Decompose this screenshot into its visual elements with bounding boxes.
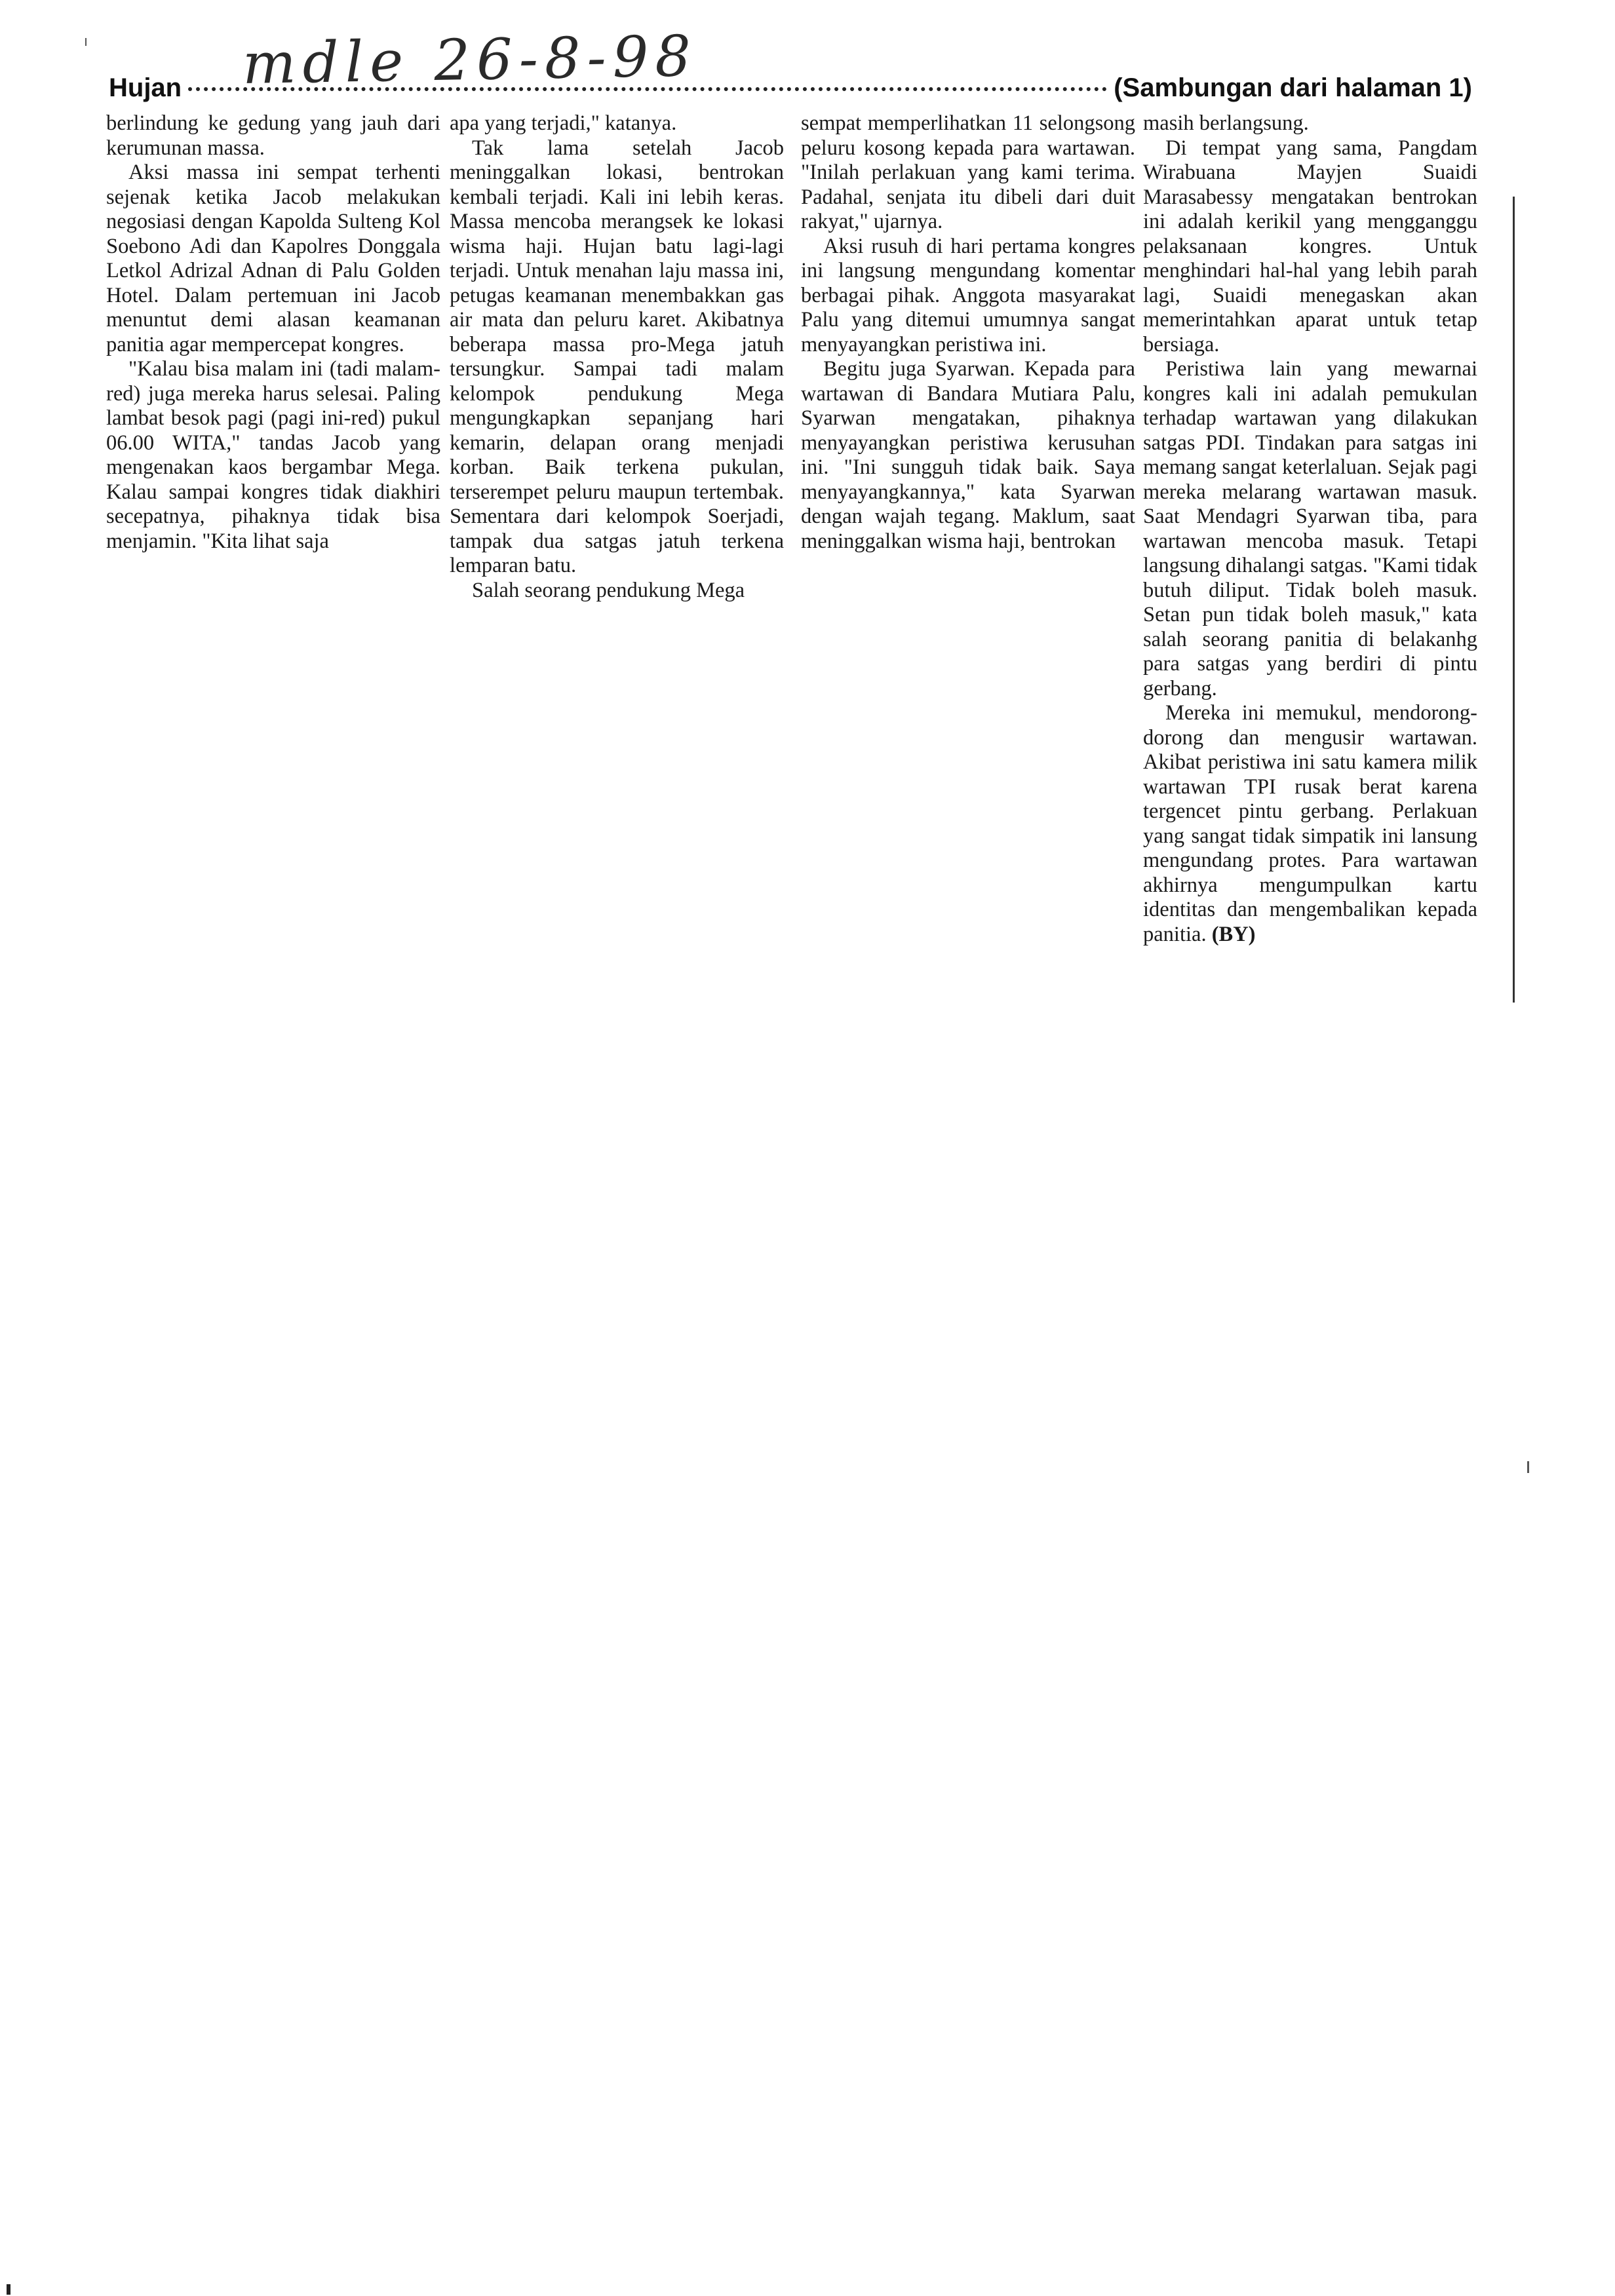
scan-mark xyxy=(1527,1461,1529,1473)
handwritten-date-note: mdle 26-8-98 xyxy=(242,23,698,98)
paragraph-text: Mereka ini memukul, mendorong-dorong dan mengusir wartawan. Akibat peristiwa ini satu kamera milik wartawan TPI rusak berat karena tergencet pintu gerbang. Perlakuan yang sangat tidak simpatik ini lansung mengundang protes. Para wartawan akhirnya mengumpulkan kartu identitas dan mengembalikan kepada panitia. xyxy=(1143,701,1477,946)
paragraph: Salah seorang pendukung Mega xyxy=(472,578,745,602)
paragraph: Aksi massa ini sempat terhenti sejenak ketika Jacob melakukan negosiasi dengan Kapolda Sulteng Kol Soebono Adi dan Kapolres Donggala Letkol Adrizal Adnan di Palu Golden Hotel. Dalam pertemuan ini Jacob menuntut demi alasan keamanan panitia agar mempercepat kongres. xyxy=(106,161,440,356)
paragraph: sempat memperlihatkan 11 selongsong peluru kosong kepada para wartawan. "Inilah perlakuan yang kami terima. Padahal, senjata itu dibeli dari duit rakyat," ujarnya. xyxy=(801,111,1135,233)
column-1 xyxy=(106,111,440,554)
column-4 xyxy=(1143,111,1477,947)
paragraph: berlindung ke gedung yang jauh dari kerumunan massa. xyxy=(106,111,440,160)
paragraph: masih berlangsung. xyxy=(1143,111,1309,135)
paragraph: "Kalau bisa malam ini (tadi malam-red) juga mereka harus selesai. Paling lambat besok pagi (pagi ini-red) pukul 06.00 WITA," tandas Jacob yang mengenakan kaos bergambar Mega. Kalau sampai kongres tidak diakhiri secepatnya, pihaknya tidak bisa menjamin. "Kita lihat saja xyxy=(106,357,440,553)
article-header xyxy=(109,73,1472,113)
article-body xyxy=(106,111,1476,1134)
author-signature: (BY) xyxy=(1211,922,1256,946)
paragraph: Peristiwa lain yang mewarnai kongres kali ini adalah pemukulan terhadap wartawan yang dilakukan satgas PDI. Tindakan para satgas ini memang sangat keterlaluan. Sejak pagi mereka melarang wartawan masuk. Saat Mendagri Syarwan tiba, para wartawan mencoba masuk. Tetapi langsung dihalangi satgas. "Kami tidak butuh diliput. Tidak boleh masuk. Setan pun tidak boleh masuk," kata salah seorang panitia di belakanhg para satgas yang berdiri di pintu gerbang. xyxy=(1143,357,1477,700)
column-2 xyxy=(450,111,784,603)
column-3 xyxy=(801,111,1135,554)
paragraph: Begitu juga Syarwan. Kepada para wartawan di Bandara Mutiara Palu, Syarwan mengatakan, pihaknya menyayangkan peristiwa kerusuhan ini. "Ini sungguh tidak baik. Saya menyayangkannya," kata Syarwan dengan wajah tegang. Maklum, saat meninggalkan wisma haji, bentrokan xyxy=(801,357,1135,553)
scan-edge-line xyxy=(1513,197,1515,1003)
header-dotted-leader xyxy=(188,82,1107,91)
paragraph xyxy=(1143,701,1477,947)
header-right-title: (Sambungan dari halaman 1) xyxy=(1114,73,1472,102)
scan-mark xyxy=(7,2284,10,2295)
paragraph: Tak lama setelah Jacob meninggalkan lokasi, bentrokan kembali terjadi. Kali ini lebih keras. Massa mencoba merangsek ke lokasi wisma haji. Hujan batu lagi-lagi terjadi. Untuk menahan laju massa ini, petugas keamanan menembakkan gas air mata dan peluru karet. Akibatnya beberapa massa pro-Mega jatuh tersungkur. Sampai tadi malam kelompok pendukung Mega mengungkapkan sepanjang hari kemarin, delapan orang menjadi korban. Baik terkena pukulan, terserempet peluru maupun tertembak. Sementara dari kelompok Soerjadi, tampak dua satgas jatuh terkena lemparan batu. xyxy=(450,136,784,577)
header-left-title: Hujan xyxy=(109,73,182,102)
paragraph: apa yang terjadi," katanya. xyxy=(450,111,677,135)
paragraph: Aksi rusuh di hari pertama kongres ini langsung mengundang komentar berbagai pihak. Anggota masyarakat Palu yang ditemui umumnya sangat menyayangkan peristiwa ini. xyxy=(801,234,1135,356)
paragraph: Di tempat yang sama, Pangdam Wirabuana Mayjen Suaidi Marasabessy mengatakan bentrokan ini adalah kerikil yang mengganggu pelaksanaan kongres. Untuk menghindari hal-hal yang lebih parah lagi, Suaidi menegaskan akan memerintahkan aparat untuk tetap bersiaga. xyxy=(1143,136,1477,356)
scan-mark xyxy=(85,38,87,46)
